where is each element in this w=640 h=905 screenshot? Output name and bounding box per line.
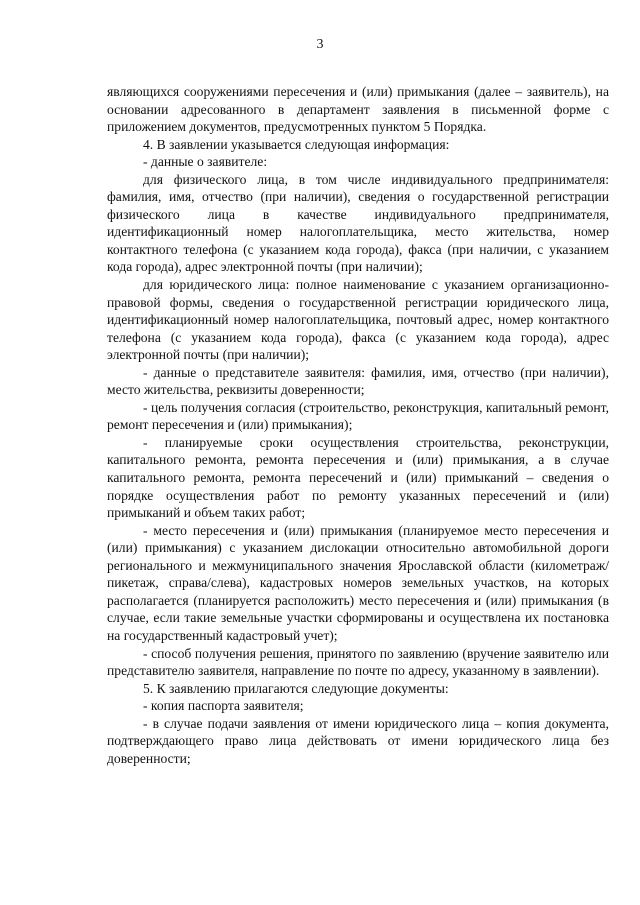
paragraph-authority-document: - в случае подачи заявления от имени юридического лица – копия документа, подтверждающего право лица действовать от имени юридического лица без доверенности;	[107, 715, 609, 766]
body-text	[107, 83, 609, 767]
paragraph-legal-entity: для юридического лица: полное наименование с указанием организационно-правовой формы, сведения о государственной регистрации юридического лица, идентификационный номер налогоплательщика, почтовый адрес, номер контактного телефона (с указанием кода города), факса (с указанием кода города), адрес электронной почты (при наличии);	[107, 277, 609, 363]
paragraph-applicant-data: - данные о заявителе:	[143, 154, 268, 170]
paragraph-item-4-heading: 4. В заявлении указывается следующая информация:	[143, 136, 450, 152]
paragraph-planned-terms: - планируемые сроки осуществления строительства, реконструкции, капитального ремонта, ремонта пересечения и (или) примыкания, а в случае капитального ремонта, ремонта пересечений и (или) примыканий – сведения о порядке осуществления работ по ремонту указанных пересечений и (или) примыканий и объем таких работ;	[107, 434, 609, 521]
page-number: 3	[316, 37, 324, 52]
paragraph-purpose: - цель получения согласия (строительство, реконструкция, капитальный ремонт, ремонт пересечения и (или) примыкания);	[107, 399, 609, 433]
paragraph-representative: - данные о представителе заявителя: фамилия, имя, отчество (при наличии), место жительства, реквизиты доверенности;	[107, 364, 609, 398]
paragraph-item-5-heading: 5. К заявлению прилагаются следующие документы:	[143, 680, 449, 696]
paragraph-decision-method: - способ получения решения, принятого по заявлению (вручение заявителю или представителю заявителя, направление по почте по адресу, указанному в заявлении).	[107, 645, 609, 679]
paragraph-passport-copy: - копия паспорта заявителя;	[143, 698, 304, 714]
paragraph-individual: для физического лица, в том числе индивидуального предпринимателя: фамилия, имя, отчество (при наличии), сведения о государственной регистрации физического лица в качестве индивидуального предпринимателя, идентификационный номер налогоплательщика, место жительства, номер контактного телефона (с указанием кода города), факса (при наличии, с указанием кода города), адрес электронной почты (при наличии);	[107, 171, 609, 275]
paragraph-applicant-definition: являющихся сооружениями пересечения и (или) примыкания (далее – заявитель), на основании адресованного в департамент заявления в письменной форме с приложением документов, предусмотренных пунктом 5 Порядка.	[107, 84, 609, 135]
paragraph-location: - место пересечения и (или) примыкания (планируемое место пересечения и (или) примыкания) с указанием дислокации относительно автомобильной дороги регионального и межмуниципального значения Ярославской области (километраж/пикетаж, справа/слева), кадастровых номеров земельных участков, на которых располагается (планируется расположить) место пересечения и (или) примыкания (в случае, если такие земельные участки сформированы и осуществлена их постановка на государственный кадастровый учет);	[107, 522, 609, 643]
